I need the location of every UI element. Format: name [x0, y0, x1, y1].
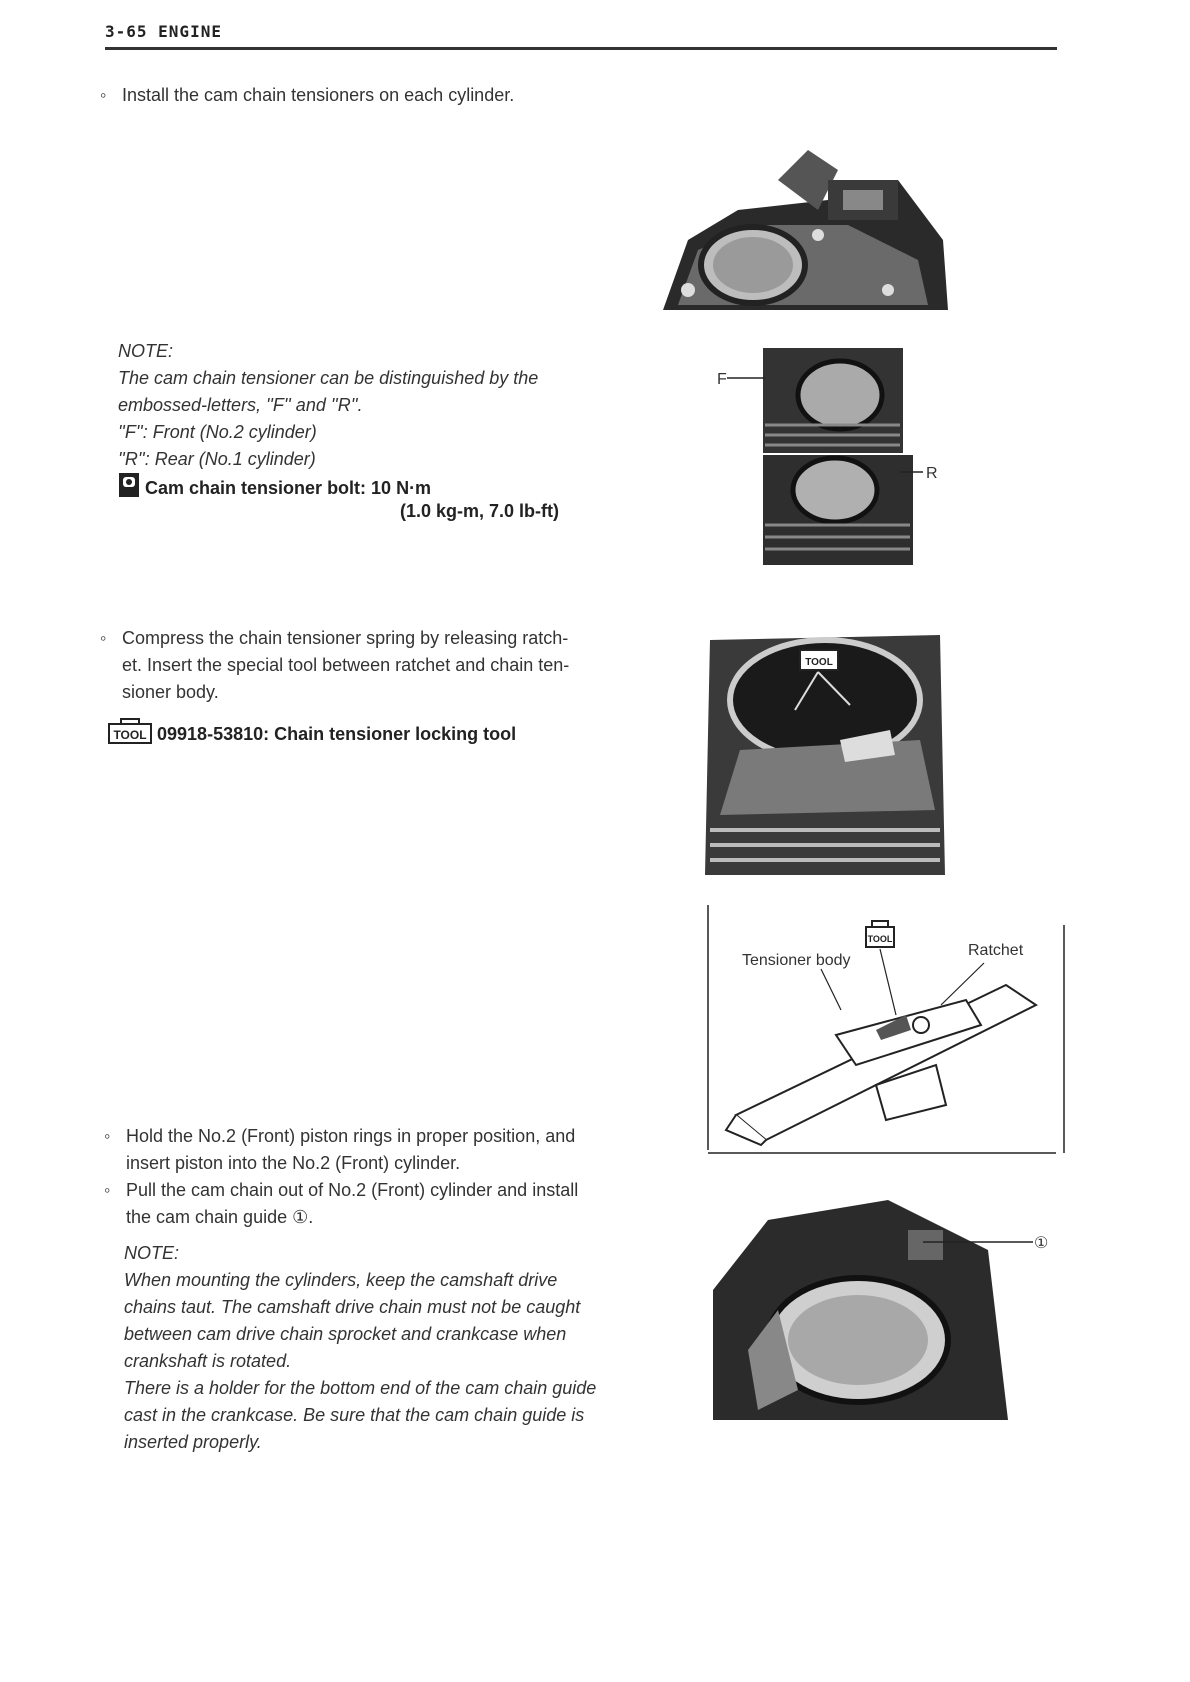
note1-line: ''R'': Rear (No.1 cylinder): [118, 449, 316, 469]
photo-cylinders-f-r: [715, 340, 950, 570]
note1-line: embossed-letters, ''F'' and ''R''.: [118, 395, 363, 415]
note2-line: crankshaft is rotated.: [124, 1351, 292, 1371]
note2-line: chains taut. The camshaft drive chain must not be caught: [124, 1297, 581, 1317]
label-tensioner-body: Tensioner body: [742, 952, 851, 969]
note1-line: The cam chain tensioner can be distinguished by the: [118, 368, 539, 388]
note2-line: There is a holder for the bottom end of the cam chain guide: [124, 1378, 597, 1398]
torque-label: Cam chain tensioner bolt: 10 N·m: [145, 477, 432, 498]
torque-wrench-icon: [118, 472, 140, 506]
label-ratchet: Ratchet: [968, 942, 1024, 959]
step-compress-spring: ◦ Compress the chain tensioner spring by releasing ratch- et. Insert the special tool between ratchet and chain ten- sioner body.: [100, 625, 569, 706]
note1-block: [118, 338, 538, 473]
bullet-icon: ◦: [104, 1126, 111, 1146]
note1-line: ''F'': Front (No.2 cylinder): [118, 422, 317, 442]
note2-line: cast in the crankcase. Be sure that the cam chain guide is: [124, 1405, 585, 1425]
label-cam-chain-guide: ①: [1034, 1235, 1049, 1252]
note2-heading: NOTE:: [124, 1243, 180, 1263]
photo-cam-chain-guide: [708, 1190, 1053, 1425]
tool-box-icon: [108, 718, 152, 752]
diagram-tensioner-ratchet: [706, 905, 1066, 1160]
step-install-tensioners: ◦ Install the cam chain tensioners on each cylinder.: [100, 82, 514, 109]
bullet-icon: ◦: [104, 1180, 111, 1200]
note1-heading: NOTE:: [118, 341, 174, 361]
note2-line: inserted properly.: [124, 1432, 262, 1452]
label-rear: R: [926, 465, 938, 482]
bullet-icon: ◦: [100, 85, 107, 105]
step-pull-cam-chain: ◦ Pull the cam chain out of No.2 (Front) cylinder and install the cam chain guide ①.: [104, 1177, 578, 1231]
header-rule: [105, 47, 1057, 50]
step-hold-piston: ◦ Hold the No.2 (Front) piston rings in proper position, and insert piston into the No.2 (Front) cylinder.: [104, 1123, 575, 1177]
tool-badge-text: TOOL: [113, 728, 147, 742]
note2-line: between cam drive chain sprocket and crankcase when: [124, 1324, 567, 1344]
special-tool-spec: [108, 718, 516, 752]
note2-block: [124, 1240, 596, 1456]
special-tool-label: 09918-53810: Chain tensioner locking tool: [157, 723, 517, 744]
photo-cylinder-tensioner: [648, 140, 953, 315]
bullet-icon: ◦: [100, 628, 107, 648]
diagram-tool-badge: TOOL: [867, 934, 893, 944]
photo-tool-badge: TOOL: [805, 657, 833, 668]
torque-spec: [118, 472, 431, 506]
label-front: F: [717, 371, 727, 388]
photo-tensioner-tool: [700, 630, 950, 880]
page-header: 3-65 ENGINE: [105, 22, 222, 41]
note2-line: When mounting the cylinders, keep the camshaft drive: [124, 1270, 558, 1290]
torque-conversion: (1.0 kg-m, 7.0 lb-ft): [400, 501, 560, 521]
